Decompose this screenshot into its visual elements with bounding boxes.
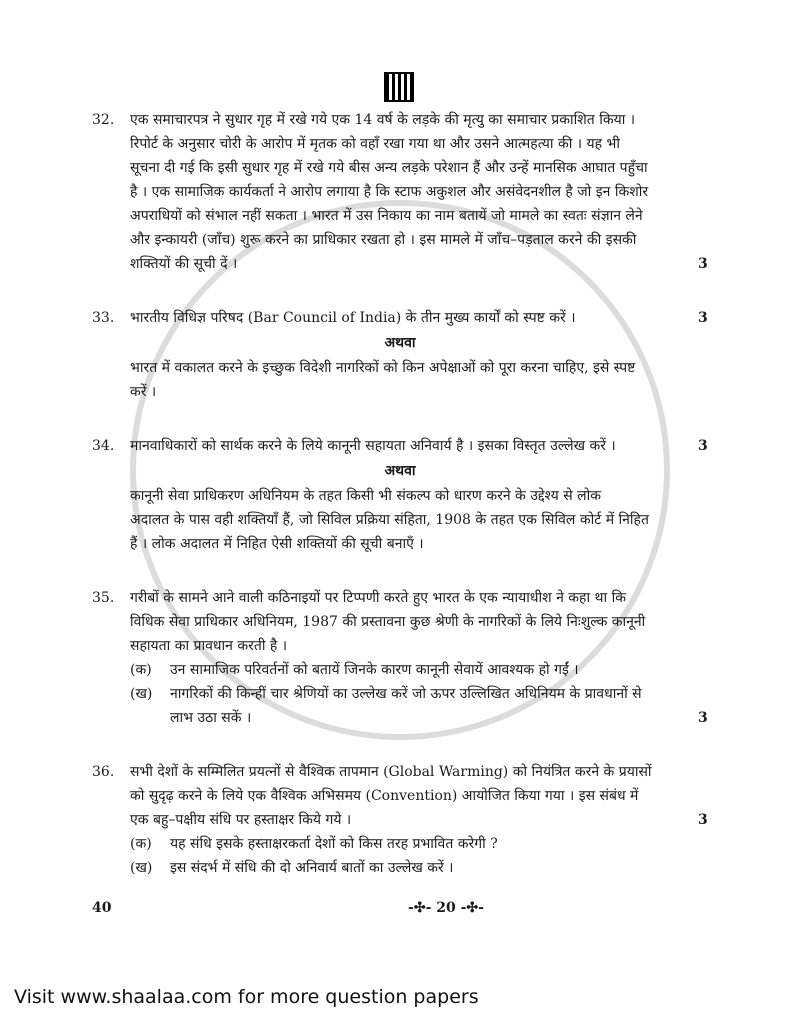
sub-question-label: (ख) (130, 860, 153, 876)
sub-question-label: (क) (130, 662, 152, 678)
question-marks: 3 (698, 310, 708, 326)
alternate-question-text: अदालत के पास वही शक्तियाँ हैं, जो सिविल प्रक्रिया संहिता, 1908 के तहत एक सिविल कोर्ट में निहित (130, 512, 649, 528)
sub-question-text: उन सामाजिक परिवर्तनों को बतायें जिनके कारण कानूनी सेवायें आवश्यक हो गईं । (170, 662, 579, 678)
question-number: 35. (92, 590, 115, 606)
question-number: 33. (92, 310, 115, 326)
alternate-question-text: कानूनी सेवा प्राधिकरण अधिनियम के तहत किसी भी संकल्प को धारण करने के उद्देश्य से लोक (130, 488, 601, 504)
sub-question-text: इस संदर्भ में संधि की दो अनिवार्य बातों का उल्लेख करें । (170, 860, 454, 876)
question-marks: 3 (698, 256, 708, 272)
question-number: 36. (92, 764, 115, 780)
question-text: मानवाधिकारों को सार्थक करने के लिये कानूनी सहायता अनिवार्य है । इसका विस्तृत उल्लेख करें । (130, 438, 616, 454)
question-marks: 3 (698, 438, 708, 454)
paper-code: 40 (92, 900, 112, 916)
or-separator: अथवा (384, 335, 416, 351)
page-footer (0, 900, 800, 916)
question-text: गरीबों के सामने आने वाली कठिनाइयों पर टिप्पणी करते हुए भारत के एक न्यायाधीश ने कहा था कि (130, 590, 626, 606)
alternate-question-text: करें । (130, 384, 157, 400)
question-marks: 3 (698, 710, 708, 726)
question-text: एक बहु–पक्षीय संधि पर हस्ताक्षर किये गये । (130, 812, 352, 828)
question-text: भारतीय विधिज्ञ परिषद (Bar Council of India) के तीन मुख्य कार्यों को स्पष्ट करें । (130, 310, 576, 326)
question-text: शक्तियों की सूची दें । (130, 256, 238, 272)
question-text: सभी देशों के सम्मिलित प्रयत्नों से वैश्विक तापमान (Global Warming) को नियंत्रित करने के प्रयासों (130, 764, 652, 780)
question-35 (0, 586, 800, 730)
question-36 (0, 760, 800, 880)
promo-banner-link[interactable]: Visit www.shaalaa.com for more question papers (14, 986, 479, 1008)
question-33 (0, 306, 800, 404)
question-text: सहायता का प्रावधान करती है । (130, 638, 288, 654)
question-text: और इन्कायरी (जाँच) शुरू करने का प्राधिकार रखता हो । इस मामले में जाँच–पड़ताल करने की इसकी (130, 232, 637, 248)
question-text: एक समाचारपत्र ने सुधार गृह में रखे गये एक 14 वर्ष के लड़के की मृत्यु का समाचार प्रकाशित किया । (130, 112, 636, 128)
page-number: -✣- 20 -✣- (408, 900, 484, 916)
alternate-question-text: भारत में वकालत करने के इच्छुक विदेशी नागरिकों को किन अपेक्षाओं को पूरा करना चाहिए, इसे स्पष्ट (130, 360, 636, 376)
sub-question-label: (क) (130, 836, 152, 852)
question-text: है । एक सामाजिक कार्यकर्ता ने आरोप लगाया है कि स्टाफ अकुशल और असंवेदनशील है जो इन किशोर (130, 184, 649, 200)
or-separator: अथवा (384, 463, 416, 479)
sub-question-text: यह संधि इसके हस्ताक्षरकर्ता देशों को किस तरह प्रभावित करेगी ? (170, 836, 498, 852)
question-34 (0, 434, 800, 556)
question-text: को सुदृढ़ करने के लिये एक वैश्विक अभिसमय (Convention) आयोजित किया गया । इस संबंध में (130, 788, 639, 804)
sub-question-text: नागरिकों की किन्हीं चार श्रेणियों का उल्लेख करें जो ऊपर उल्लिखित अधिनियम के प्रावधानों से (170, 686, 642, 702)
question-text: अपराधियों को संभाल नहीं सकता । भारत में उस निकाय का नाम बतायें जो मामले का स्वतः संज्ञान लेने (130, 208, 643, 224)
alternate-question-text: हैं । लोक अदालत में निहित ऐसी शक्तियों की सूची बनाएँ । (130, 536, 424, 552)
question-text: सूचना दी गई कि इसी सुधार गृह में रखे गये बीस अन्य लड़के परेशान हैं और उन्हें मानसिक आघात पहुँचा (130, 160, 648, 176)
question-32 (0, 108, 800, 276)
question-number: 34. (92, 438, 115, 454)
sub-question-text: लाभ उठा सकें । (170, 710, 252, 726)
question-number: 32. (92, 112, 115, 128)
question-marks: 3 (698, 812, 708, 828)
question-text: विधिक सेवा प्राधिकार अधिनियम, 1987 की प्रस्तावना कुछ श्रेणी के नागरिकों के लिये निःशुल्क कानूनी (130, 614, 646, 630)
question-text: रिपोर्ट के अनुसार चोरी के आरोप में मृतक को वहाँ रखा गया था और उसने आत्महत्या की । यह भी (130, 136, 621, 152)
sub-question-label: (ख) (130, 686, 153, 702)
